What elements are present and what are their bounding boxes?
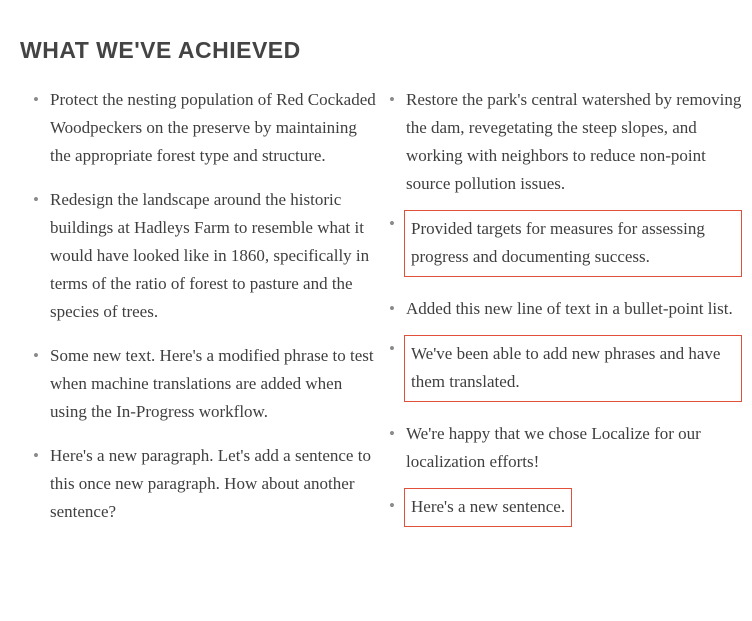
- list-item-text: Here's a new sentence.: [404, 488, 572, 527]
- list-item-highlighted: [386, 492, 742, 527]
- list-item: [386, 295, 742, 323]
- bullet-icon: •: [389, 90, 395, 109]
- left-column: [0, 86, 386, 545]
- bullet-icon: •: [33, 90, 39, 109]
- list-item-text: Restore the park's central watershed by removing the dam, revegetating the steep slopes, and working with neighbors to reduce non-point source pollution issues.: [406, 90, 742, 193]
- right-column: [386, 86, 752, 545]
- list-item-text: Protect the nesting population of Red Cockaded Woodpeckers on the preserve by maintaining the appropriate forest type and structure.: [50, 90, 376, 165]
- bullet-icon: •: [389, 214, 395, 233]
- list-item-text: Added this new line of text in a bullet-point list.: [406, 299, 733, 318]
- list-item: [30, 342, 376, 426]
- left-bullet-list: [30, 86, 376, 526]
- bullet-icon: •: [33, 446, 39, 465]
- bullet-icon: •: [389, 299, 395, 318]
- list-item-highlighted: [386, 210, 742, 277]
- list-item-text: Provided targets for measures for assessing progress and documenting success.: [404, 210, 742, 277]
- list-item: [30, 442, 376, 526]
- list-item: [386, 420, 742, 476]
- page-title: WHAT WE'VE ACHIEVED: [20, 37, 301, 64]
- bullet-icon: •: [33, 346, 39, 365]
- list-item-highlighted: [386, 335, 742, 402]
- list-item: [30, 86, 376, 170]
- bullet-icon: •: [389, 339, 395, 358]
- bullet-icon: •: [33, 190, 39, 209]
- list-item-text: We've been able to add new phrases and have them translated.: [404, 335, 742, 402]
- list-item-text: Here's a new paragraph. Let's add a sentence to this once new paragraph. How about another sentence?: [50, 446, 371, 521]
- list-item: [386, 86, 742, 198]
- list-item-text: We're happy that we chose Localize for our localization efforts!: [406, 424, 701, 471]
- list-item: [30, 186, 376, 326]
- list-item-text: Redesign the landscape around the historic buildings at Hadleys Farm to resemble what it would have looked like in 1860, specifically in terms of the ratio of forest to pasture and the species of trees.: [50, 190, 370, 321]
- list-item-text: Some new text. Here's a modified phrase to test when machine translations are added when using the In-Progress workflow.: [50, 346, 374, 421]
- content-columns: [0, 86, 752, 545]
- right-bullet-list: [386, 86, 742, 527]
- bullet-icon: •: [389, 424, 395, 443]
- bullet-icon: •: [389, 496, 395, 515]
